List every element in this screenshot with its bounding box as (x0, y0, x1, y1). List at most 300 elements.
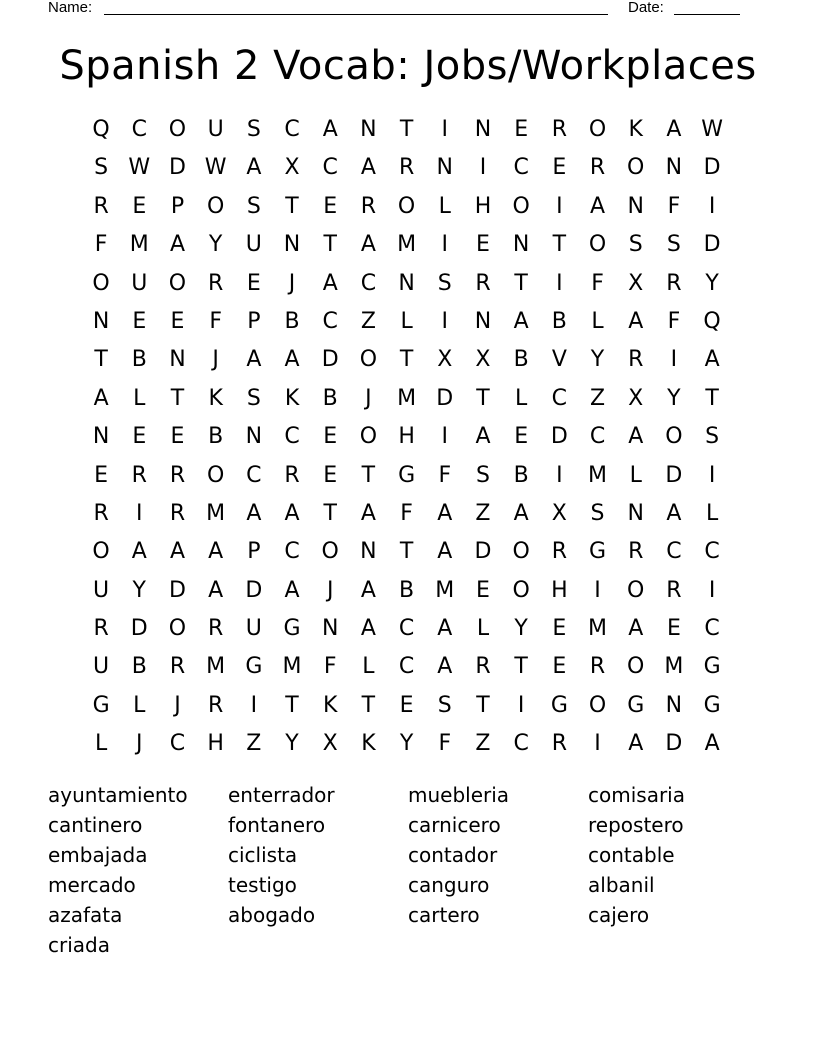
grid-letter: C (551, 385, 568, 411)
grid-row (82, 457, 732, 495)
grid-letter: J (365, 385, 372, 411)
grid-letter: J (212, 347, 219, 373)
grid-letter: B (208, 424, 224, 450)
grid-letter: F (209, 308, 222, 334)
grid-letter: I (708, 193, 716, 219)
grid-letter: A (208, 539, 224, 565)
header-line (48, 0, 740, 20)
grid-letter: E (399, 692, 414, 718)
grid-letter: Z (246, 731, 262, 757)
grid-letter: X (551, 500, 567, 526)
grid-row (82, 341, 732, 379)
grid-letter: D (703, 155, 721, 181)
grid-letter: M (206, 500, 226, 526)
date-label: Date: (628, 0, 664, 16)
grid-letter: T (399, 539, 414, 565)
grid-letter: I (441, 117, 449, 142)
grid-letter: B (322, 385, 338, 411)
grid-letter: Y (590, 347, 605, 373)
grid-letter: E (552, 616, 567, 642)
grid-letter: A (513, 308, 529, 334)
grid-letter: O (92, 539, 110, 565)
page-title: Spanish 2 Vocab: Jobs/Workplaces (59, 43, 757, 89)
grid-row (82, 111, 732, 149)
grid-letter: F (323, 654, 337, 680)
grid-letter: C (666, 539, 682, 565)
grid-letter: O (321, 539, 339, 565)
grid-letter: N (283, 232, 301, 258)
grid-letter: M (664, 654, 684, 680)
grid-letter: C (284, 424, 300, 450)
grid-letter: S (94, 155, 109, 181)
grid-letter: H (398, 424, 415, 450)
grid-letter: P (247, 308, 261, 334)
grid-letter: M (129, 232, 149, 258)
grid-letter: A (437, 654, 453, 680)
grid-letter: A (322, 270, 338, 296)
grid-letter: J (326, 577, 334, 603)
grid-letter: Z (360, 308, 376, 334)
grid-letter: T (476, 692, 490, 718)
word-bank-item: cajero (588, 903, 650, 927)
grid-letter: D (703, 232, 721, 258)
grid-letter: Z (475, 731, 491, 757)
grid-letter: H (474, 193, 492, 219)
grid-letter: Q (703, 308, 721, 334)
grid-letter: A (246, 155, 262, 181)
grid-row (82, 648, 732, 686)
grid-letter: O (665, 424, 683, 450)
grid-letter: A (704, 731, 720, 757)
grid-letter: I (594, 731, 601, 757)
grid-letter: I (556, 462, 563, 488)
grid-letter: C (246, 462, 262, 488)
grid-letter: E (476, 577, 490, 603)
grid-letter: T (361, 692, 376, 718)
grid-letter: F (438, 462, 452, 488)
word-bank-item: cartero (408, 903, 480, 927)
grid-letter: E (666, 616, 681, 642)
word-bank-item: comisaria (588, 783, 685, 807)
grid-letter: A (360, 577, 376, 603)
grid-letter: E (132, 424, 147, 450)
grid-letter: X (628, 270, 644, 296)
grid-letter: D (665, 462, 683, 488)
grid-letter: E (552, 654, 567, 680)
grid-letter: T (323, 500, 337, 526)
grid-letter: A (360, 155, 376, 181)
grid-letter: O (512, 193, 530, 219)
grid-letter: N (665, 692, 683, 718)
grid-letter: D (321, 347, 339, 373)
grid-letter: N (474, 308, 492, 334)
grid-letter: R (169, 500, 186, 526)
grid-letter: P (247, 539, 261, 565)
grid-letter: W (128, 155, 151, 181)
grid-letter: Z (475, 500, 491, 526)
word-bank-item: mercado (48, 873, 136, 897)
grid-letter: E (170, 308, 185, 334)
grid-letter: E (323, 462, 338, 488)
grid-letter: U (245, 232, 262, 258)
grid-letter: B (399, 577, 415, 603)
word-bank-item: embajada (48, 843, 148, 867)
grid-letter: X (475, 347, 491, 373)
grid-row (82, 687, 732, 725)
grid-letter: C (513, 731, 529, 757)
grid-letter: N (474, 117, 492, 142)
grid-letter: T (285, 692, 299, 718)
grid-letter: E (323, 424, 338, 450)
grid-letter: Y (399, 731, 414, 757)
grid-letter: A (437, 500, 453, 526)
grid-letter: N (360, 539, 377, 565)
grid-letter: R (666, 577, 682, 603)
grid-letter: R (208, 616, 224, 642)
grid-letter: Y (132, 577, 146, 603)
grid-letter: F (438, 731, 452, 757)
grid-letter: A (590, 193, 606, 219)
grid-letter: A (666, 500, 682, 526)
grid-letter: P (170, 193, 185, 219)
grid-letter: K (628, 117, 643, 142)
grid-letter: T (94, 347, 108, 373)
grid-letter: S (437, 270, 452, 296)
grid-letter: F (94, 232, 108, 258)
grid-letter: I (441, 232, 449, 258)
grid-letter: N (360, 117, 377, 142)
word-bank-item: repostero (588, 813, 684, 837)
grid-row (82, 418, 732, 456)
grid-letter: D (474, 539, 492, 565)
grid-letter: B (551, 308, 567, 334)
grid-letter: I (479, 155, 487, 181)
grid-letter: K (284, 385, 300, 411)
word-bank-item: ayuntamiento (48, 783, 188, 807)
grid-letter: B (513, 347, 529, 373)
grid-letter: G (550, 692, 568, 718)
grid-letter: T (705, 385, 719, 411)
grid-letter: S (246, 385, 261, 411)
grid-letter: S (705, 424, 720, 450)
grid-letter: T (361, 462, 376, 488)
grid-letter: E (94, 462, 109, 488)
grid-letter: H (207, 731, 224, 757)
grid-letter: M (588, 462, 608, 488)
grid-letter: M (282, 654, 302, 680)
grid-letter: G (703, 692, 721, 718)
grid-letter: O (359, 347, 378, 373)
grid-letter: X (437, 347, 453, 373)
grid-letter: A (169, 232, 185, 258)
grid-letter: R (169, 462, 186, 488)
grid-letter: O (168, 616, 187, 642)
grid-letter: T (514, 270, 528, 296)
grid-letter: A (360, 232, 376, 258)
grid-letter: S (246, 193, 261, 219)
grid-letter: T (552, 232, 567, 258)
grid-letter: B (131, 347, 147, 373)
grid-letter: D (130, 616, 148, 642)
grid-letter: X (284, 155, 300, 181)
grid-letter: O (359, 424, 378, 450)
grid-letter: L (591, 308, 604, 334)
grid-letter: V (551, 347, 567, 373)
grid-letter: F (667, 193, 681, 219)
grid-letter: Y (514, 616, 528, 642)
grid-letter: A (284, 500, 300, 526)
grid-letter: T (285, 193, 299, 219)
grid-letter: R (551, 731, 567, 757)
grid-letter: S (246, 117, 261, 142)
grid-letter: M (588, 616, 608, 642)
word-bank-item: criada (48, 933, 110, 957)
grid-letter: S (437, 692, 452, 718)
grid-letter: T (476, 385, 490, 411)
grid-letter: M (397, 385, 417, 411)
grid-letter: N (321, 616, 339, 642)
grid-letter: N (512, 232, 530, 258)
grid-letter: N (665, 155, 683, 181)
grid-letter: O (168, 270, 187, 296)
grid-row (82, 495, 732, 533)
grid-letter: R (169, 654, 186, 680)
grid-letter: N (436, 155, 454, 181)
grid-letter: D (168, 577, 186, 603)
grid-letter: O (206, 462, 225, 488)
grid-letter: C (131, 117, 147, 142)
grid-letter: C (704, 539, 720, 565)
grid-letter: N (92, 308, 110, 334)
grid-letter: F (591, 270, 604, 296)
grid-letter: N (627, 193, 644, 219)
grid-letter: M (397, 232, 417, 258)
grid-letter: E (246, 270, 261, 296)
grid-letter: E (514, 117, 529, 142)
grid-letter: T (514, 654, 528, 680)
grid-row (82, 265, 732, 303)
grid-letter: E (514, 424, 529, 450)
grid-letter: I (441, 308, 449, 334)
grid-row (82, 572, 732, 610)
grid-letter: N (398, 270, 415, 296)
grid-letter: A (628, 308, 644, 334)
grid-letter: O (627, 155, 645, 181)
grid-letter: A (666, 117, 682, 142)
grid-letter: A (475, 424, 491, 450)
grid-letter: Y (705, 270, 719, 296)
grid-letter: J (136, 731, 143, 757)
grid-letter: L (400, 308, 413, 334)
grid-letter: H (551, 577, 568, 603)
grid-letter: I (136, 500, 143, 526)
grid-letter: L (362, 654, 375, 680)
grid-letter: Y (667, 385, 681, 411)
grid-letter: B (284, 308, 300, 334)
grid-letter: A (628, 616, 644, 642)
grid-letter: T (170, 385, 185, 411)
word-bank-item: cantinero (48, 813, 143, 837)
grid-letter: L (629, 462, 642, 488)
grid-letter: N (627, 500, 644, 526)
grid-letter: U (245, 616, 262, 642)
grid-letter: L (515, 385, 528, 411)
grid-letter: J (288, 270, 296, 296)
grid-letter: A (246, 347, 262, 373)
grid-letter: M (435, 577, 455, 603)
grid-letter: I (517, 692, 525, 718)
grid-letter: D (665, 731, 683, 757)
grid-letter: Y (285, 731, 299, 757)
grid-letter: L (438, 193, 451, 219)
grid-letter: O (588, 117, 607, 142)
grid-letter: W (701, 117, 723, 142)
grid-letter: C (398, 616, 415, 642)
grid-letter: Q (92, 117, 110, 142)
word-bank-item: abogado (228, 903, 316, 927)
grid-letter: E (170, 424, 185, 450)
grid-letter: O (627, 577, 645, 603)
grid-letter: S (475, 462, 490, 488)
grid-letter: C (322, 155, 338, 181)
grid-letter: O (92, 270, 110, 296)
word-bank-item: fontanero (228, 813, 326, 837)
grid-letter: K (361, 731, 376, 757)
grid-letter: B (131, 654, 147, 680)
grid-letter: O (588, 692, 607, 718)
grid-letter: O (627, 654, 645, 680)
grid-letter: A (360, 616, 376, 642)
grid-letter: O (512, 539, 530, 565)
grid-row (82, 533, 732, 571)
grid-letter: U (207, 117, 224, 142)
grid-letter: A (628, 731, 644, 757)
grid-letter: L (705, 500, 719, 526)
grid-letter: A (246, 500, 262, 526)
grid-letter: O (512, 577, 530, 603)
grid-letter: E (323, 193, 338, 219)
grid-letter: D (436, 385, 454, 411)
grid-letter: R (208, 270, 224, 296)
grid-letter: U (93, 577, 110, 603)
grid-letter: C (398, 654, 415, 680)
grid-letter: C (360, 270, 377, 296)
grid-letter: C (284, 117, 300, 142)
grid-letter: R (628, 347, 644, 373)
grid-letter: L (476, 616, 490, 642)
word-bank-item: canguro (408, 873, 490, 897)
grid-letter: T (399, 347, 414, 373)
grid-letter: C (169, 731, 186, 757)
word-bank-item: muebleria (408, 783, 510, 807)
grid-letter: R (284, 462, 300, 488)
grid-letter: L (133, 692, 146, 718)
grid-letter: I (708, 462, 716, 488)
grid-letter: L (94, 731, 108, 757)
word-bank-item: ciclista (228, 843, 298, 867)
grid-letter: S (590, 500, 605, 526)
grid-letter: R (628, 539, 644, 565)
grid-letter: A (513, 500, 529, 526)
grid-letter: G (627, 692, 645, 718)
grid-letter: I (250, 692, 258, 718)
grid-letter: C (704, 616, 720, 642)
grid-letter: R (131, 462, 147, 488)
grid-letter: G (398, 462, 416, 488)
grid-letter: C (513, 155, 529, 181)
grid-row (82, 725, 732, 763)
grid-letter: C (284, 539, 300, 565)
grid-letter: A (322, 117, 338, 142)
grid-letter: A (437, 539, 453, 565)
date-blank-line[interactable] (674, 14, 740, 15)
grid-letter: G (283, 616, 301, 642)
word-bank (48, 780, 768, 960)
grid-row (82, 380, 732, 418)
grid-letter: U (131, 270, 148, 296)
grid-letter: I (556, 270, 563, 296)
name-blank-line[interactable] (104, 14, 608, 15)
grid-letter: D (245, 577, 263, 603)
grid-letter: G (92, 692, 110, 718)
grid-letter: E (132, 193, 147, 219)
word-bank-item: carnicero (408, 813, 501, 837)
grid-letter: J (174, 692, 181, 718)
grid-letter: X (322, 731, 338, 757)
grid-letter: O (206, 193, 225, 219)
grid-letter: O (168, 117, 187, 142)
grid-letter: I (670, 347, 678, 373)
grid-letter: R (93, 193, 109, 219)
grid-letter: A (169, 539, 185, 565)
word-bank-item: enterrador (228, 783, 335, 807)
grid-letter: O (588, 232, 607, 258)
grid-letter: K (323, 692, 338, 718)
name-label: Name: (48, 0, 93, 16)
grid-row (82, 610, 732, 648)
grid-letter: R (589, 654, 606, 680)
grid-letter: X (628, 385, 644, 411)
grid-letter: E (476, 232, 490, 258)
grid-letter: F (667, 308, 681, 334)
grid-letter: R (551, 539, 567, 565)
grid-letter: T (399, 117, 414, 142)
grid-letter: U (93, 654, 110, 680)
grid-letter: R (666, 270, 682, 296)
grid-row (82, 303, 732, 341)
grid-letter: R (360, 193, 377, 219)
grid-letter: A (131, 539, 147, 565)
grid-letter: I (441, 424, 449, 450)
grid-letter: C (322, 308, 338, 334)
word-bank-item: testigo (228, 873, 297, 897)
grid-letter: S (628, 232, 643, 258)
grid-letter: G (245, 654, 263, 680)
grid-letter: A (284, 347, 300, 373)
grid-letter: F (400, 500, 413, 526)
grid-letter: I (594, 577, 601, 603)
grid-letter: Y (208, 232, 223, 258)
grid-letter: A (628, 424, 644, 450)
grid-letter: R (208, 692, 224, 718)
grid-letter: L (133, 385, 146, 411)
grid-letter: R (475, 270, 491, 296)
grid-letter: R (93, 616, 109, 642)
grid-letter: Z (589, 385, 606, 411)
grid-letter: A (93, 385, 109, 411)
grid-letter: B (513, 462, 529, 488)
grid-letter: R (551, 117, 567, 142)
